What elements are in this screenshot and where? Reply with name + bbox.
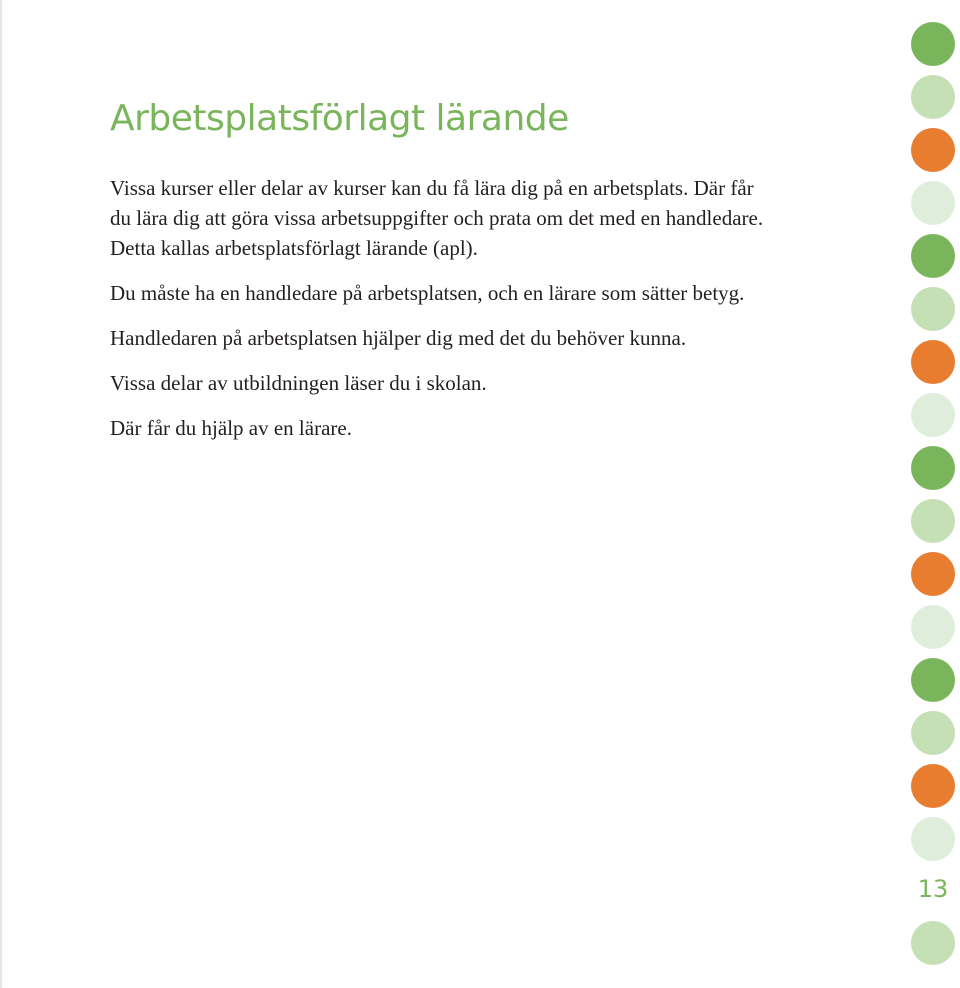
page-title: Arbetsplatsförlagt lärande (110, 98, 569, 139)
paragraph-larare: Där får du hjälp av en lärare. (110, 416, 352, 440)
paragraph-skolan: Vissa delar av utbildningen läser du i skolan. (110, 371, 487, 395)
decorative-dot (911, 499, 955, 543)
page-number: 13 (917, 875, 949, 903)
decorative-dot (911, 75, 955, 119)
page-edge-line (0, 0, 2, 988)
decorative-dot (911, 393, 955, 437)
decorative-dot (911, 605, 955, 649)
decorative-dot (911, 552, 955, 596)
paragraph-apl-intro: Vissa kurser eller delar av kurser kan du få lära dig på en arbetsplats. Där får du lära dig att göra vissa arbetsuppgifter och prata om det med en handledare. Detta kallas arbetsplatsförlagt lärande (apl). (110, 176, 764, 260)
decorative-dot (911, 817, 955, 861)
decorative-dot (911, 181, 955, 225)
paragraph-handledare: Du måste ha en handledare på arbetsplatsen, och en lärare som sätter betyg. (110, 281, 745, 305)
decorative-dot (911, 764, 955, 808)
decorative-dot (911, 234, 955, 278)
decorative-dot (911, 446, 955, 490)
decorative-dot (911, 711, 955, 755)
decorative-dot-bottom (911, 921, 955, 965)
decorative-dot (911, 340, 955, 384)
paragraph-handledaren-hjalper: Handledaren på arbetsplatsen hjälper dig med det du behöver kunna. (110, 326, 687, 350)
body-text (110, 173, 770, 458)
decorative-dot (911, 287, 955, 331)
decorative-dot (911, 658, 955, 702)
decorative-dot-column (911, 22, 955, 870)
decorative-dot (911, 22, 955, 66)
decorative-dot (911, 128, 955, 172)
